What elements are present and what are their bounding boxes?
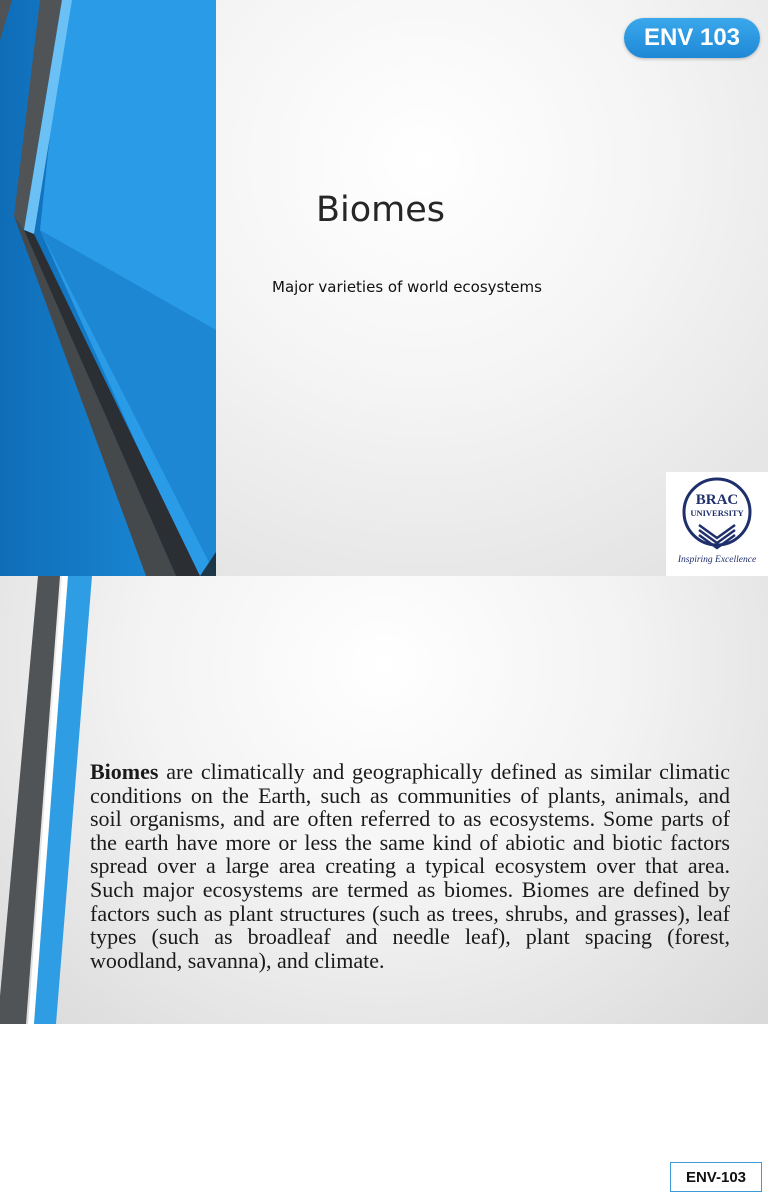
university-logo bbox=[666, 472, 768, 576]
logo-tagline: Inspiring Excellence bbox=[677, 555, 757, 565]
logo-name-2: UNIVERSITY bbox=[690, 508, 744, 518]
biomes-definition-paragraph bbox=[90, 760, 730, 972]
slide-subtitle: Major varieties of world ecosystems bbox=[272, 278, 542, 296]
course-code-label: ENV-103 bbox=[670, 1162, 762, 1192]
paragraph-body: are climatically and geographically defined as similar climatic conditions on the Earth, such as communities of plants, animals, and soil organisms, and are often referred to as ecosystems. Some parts of the earth have more or less the same kind of abiotic and biotic factors spread over a large area creating a typical ecosystem over that area. Such major ecosystems are termed as biomes. Biomes are defined by factors such as plant structures (such as trees, shrubs, and grasses), leaf types (such as broadleaf and needle leaf), plant spacing (forest, woodland, savanna), and climate. bbox=[90, 759, 730, 973]
course-code-badge: ENV 103 bbox=[624, 18, 760, 58]
slide1-decoration bbox=[0, 0, 216, 576]
brac-logo-emblem bbox=[666, 472, 768, 576]
slide-title: Biomes bbox=[316, 190, 446, 230]
title-slide bbox=[0, 0, 768, 576]
slide2-decoration bbox=[0, 576, 100, 1024]
lead-term: Biomes bbox=[90, 759, 159, 784]
logo-name: BRAC bbox=[695, 492, 739, 508]
